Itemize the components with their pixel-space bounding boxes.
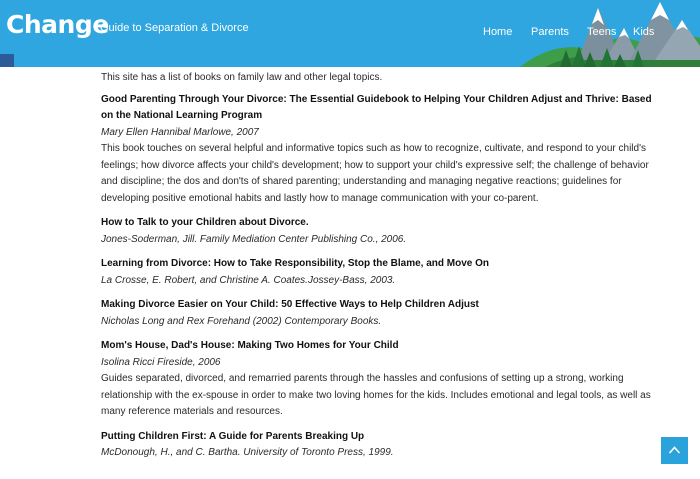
site-logo[interactable]: Change <box>6 10 109 39</box>
book-title: How to Talk to your Children about Divorce. <box>101 217 309 228</box>
intro-text: This site has a list of books on family law and other legal topics. <box>101 72 383 83</box>
book-author: Isolina Ricci Fireside, 2006 <box>101 356 221 368</box>
book-entry <box>101 256 661 289</box>
main-content <box>101 70 661 470</box>
book-title: Putting Children First: A Guide for Parents Breaking Up <box>101 430 365 442</box>
book-author: Jones-Soderman, Jill. Family Mediation Center Publishing Co., 2006. <box>101 233 407 245</box>
book-entry <box>101 92 661 208</box>
nav-teens[interactable]: Teens <box>587 26 617 38</box>
book-entry <box>101 215 661 248</box>
book-title: Learning from Divorce: How to Take Responsibility, Stop the Blame, and Move On <box>101 258 490 269</box>
book-author: McDonough, H., and C. Bartha. University of Toronto Press, 1999. <box>101 447 394 458</box>
site-header <box>0 0 700 67</box>
site-tagline: Guide to Separation & Divorce <box>100 22 249 34</box>
main-nav <box>0 26 700 42</box>
book-author: La Crosse, E. Robert, and Christine A. Coates.Jossey-Bass, 2003. <box>101 274 396 286</box>
book-author: Nicholas Long and Rex Forehand (2002) Contemporary Books. <box>101 315 382 327</box>
scroll-to-top-button[interactable] <box>661 437 688 464</box>
nav-parents[interactable]: Parents <box>531 26 569 38</box>
book-description: This book touches on several helpful and informative topics such as how to recognize, cultivate, and respond to your child's feelings; how divorce affects your child's development; how to support your child's expressive self; the challenge of behavior and discipline; the dos and don'ts of shared parenting; understanding and managing negative reactions; guidelines for developing positive emotional habits and lastly how to manage communication with your co-parent. <box>101 143 649 204</box>
nav-kids[interactable]: Kids <box>633 26 655 38</box>
book-entry <box>101 429 661 462</box>
book-title: Mom's House, Dad's House: Making Two Homes for Your Child <box>101 340 399 351</box>
book-entry <box>101 338 661 421</box>
book-description: Guides separated, divorced, and remarried parents through the hassles and confusions of setting up a strong, working relationship with the ex-spouse in order to make two loving homes for the kids. Includes emotional and legal tools, as well as many reference materials and resources. <box>101 373 651 417</box>
book-entry <box>101 297 661 330</box>
nav-home[interactable]: Home <box>483 26 513 38</box>
book-title: Good Parenting Through Your Divorce: The Essential Guidebook to Helping Your Children Adjust and Thrive: Based on the National Learning Program <box>101 93 652 121</box>
accent-block <box>0 54 14 67</box>
book-title: Making Divorce Easier on Your Child: 50 Effective Ways to Help Children Adjust <box>101 299 479 310</box>
book-author: Mary Ellen Hannibal Marlowe, 2007 <box>101 126 259 138</box>
chevron-up-icon <box>668 445 681 455</box>
